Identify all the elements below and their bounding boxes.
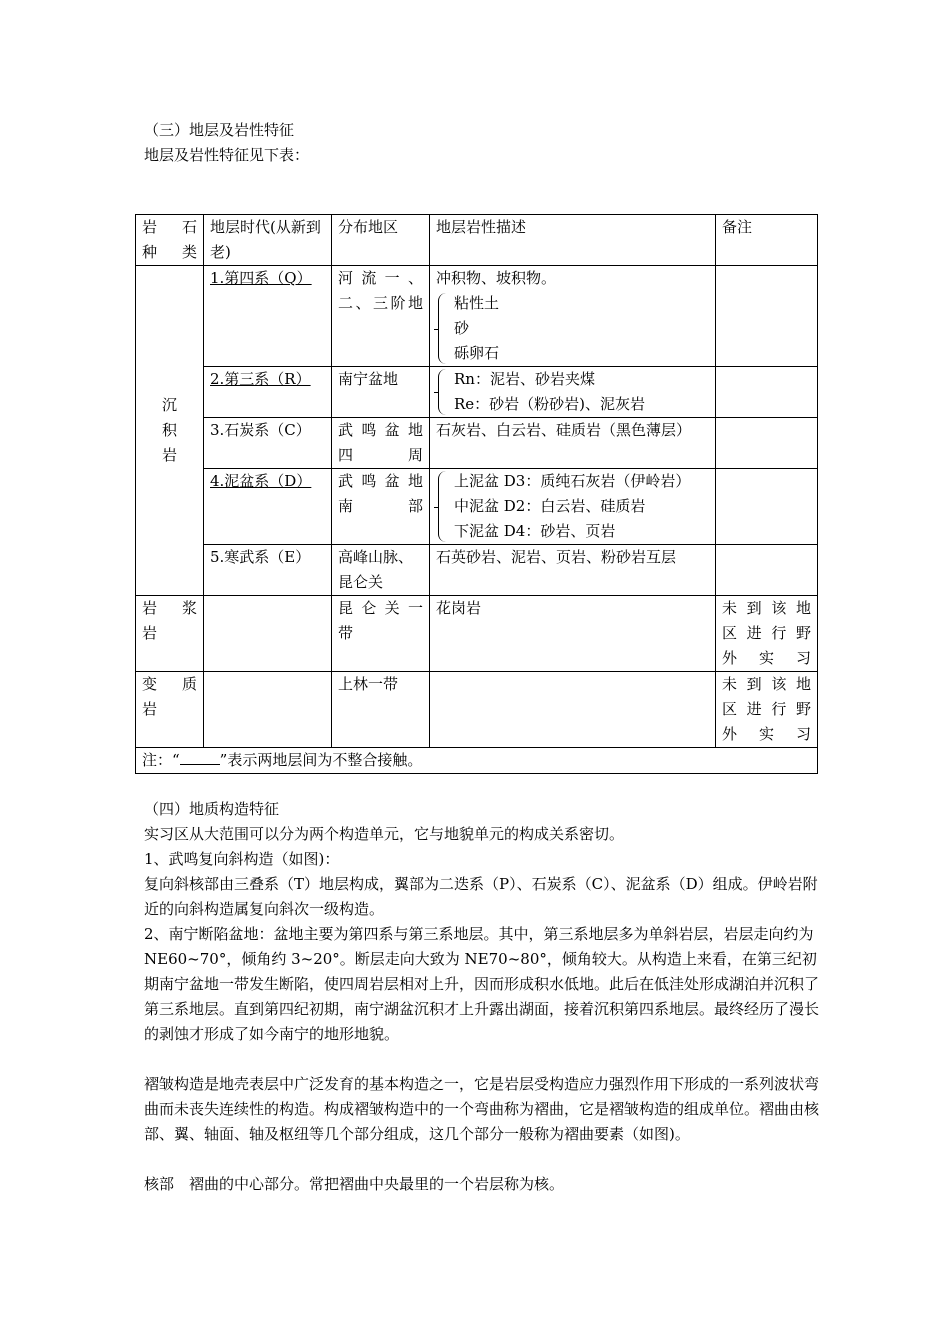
section4 <box>144 797 820 1197</box>
description-item: Rn：泥岩、砂岩夹煤 <box>454 370 595 388</box>
note-cell: 未 到 该 地区 进 行 野外实习 <box>716 596 818 672</box>
table-footnote-row <box>136 748 818 774</box>
brace-icon <box>438 471 449 542</box>
brace-icon <box>438 293 449 364</box>
description-cell <box>430 266 716 367</box>
description-item: Re：砂岩（粉砂岩)、泥灰岩 <box>454 395 646 413</box>
table-row <box>136 469 818 545</box>
era-cell <box>204 672 332 748</box>
section3 <box>144 118 820 168</box>
description-item: 砾卵石 <box>454 344 500 362</box>
region-cell: 武 鸣 盆 地南部 <box>332 469 430 545</box>
era-cell <box>204 596 332 672</box>
section3-intro: 地层及岩性特征见下表： <box>144 146 310 164</box>
unconformity-line <box>180 750 220 765</box>
header-era: 地层时代(从新到老) <box>204 215 332 266</box>
table-header-row <box>136 215 818 266</box>
table-row <box>136 418 818 469</box>
table-row <box>136 672 818 748</box>
table-row <box>136 266 818 367</box>
paragraph: 2、南宁断陷盆地：盆地主要为第四系与第三系地层。其中，第三系地层多为单斜岩层，岩层走向约为NE60~70°，倾角约 3~20°。断层走向大致为 NE70~80°，倾角较大。从构造上来看，在第三纪初期南宁盆地一带发生断陷，使四周岩层相对上升，因而形成积水低地。此后在低洼处形成湖泊并沉积了第三系地层。直到第四纪初期，南宁湖盆沉积才上升露出湖面，接着沉积第四系地层。最终经历了漫长的剥蚀才形成了如今南宁的地形地貌。 <box>144 925 820 1043</box>
brace-group <box>436 291 709 366</box>
description-item: 中泥盆 D2：白云岩、硅质岩 <box>454 497 646 515</box>
paragraph: 褶皱构造是地壳表层中广泛发育的基本构造之一，它是岩层受构造应力强烈作用下形成的一系列波状弯曲而未丧失连续性的构造。构成褶皱构造中的一个弯曲称为褶曲，它是褶皱构造的组成单位。褶曲由核部、翼、轴面、轴及枢纽等几个部分组成，这几个部分一般称为褶曲要素（如图)。 <box>144 1075 820 1143</box>
paragraph: 核部 褶曲的中心部分。常把褶曲中央最里的一个岩层称为核。 <box>144 1175 565 1193</box>
region-cell: 武 鸣 盆 地四周 <box>332 418 430 469</box>
description-item: 上泥盆 D3：质纯石灰岩（伊岭岩） <box>454 472 691 490</box>
description-cell: 石英砂岩、泥岩、页岩、粉砂岩互层 <box>430 545 716 596</box>
sedimentary-label: 沉积岩 <box>136 266 204 596</box>
description-item: 粘性土 <box>454 294 500 312</box>
description-cell <box>430 367 716 418</box>
note-cell <box>716 545 818 596</box>
section4-heading: （四）地质构造特征 <box>144 800 280 818</box>
brace-group <box>436 367 709 417</box>
region-cell: 高峰山脉、昆仑关 <box>332 545 430 596</box>
note-cell <box>716 418 818 469</box>
region-cell: 上林一带 <box>332 672 430 748</box>
paragraph: 实习区从大范围可以分为两个构造单元，它与地貌单元的构成关系密切。 <box>144 825 625 843</box>
region-cell: 南宁盆地 <box>332 367 430 418</box>
description-item: 下泥盆 D4：砂岩、页岩 <box>454 522 616 540</box>
table-row <box>136 545 818 596</box>
strata-table <box>135 214 818 774</box>
era-cell: 4.泥盆系（D） <box>204 469 332 545</box>
header-description: 地层岩性描述 <box>430 215 716 266</box>
description-cell <box>430 469 716 545</box>
era-cell: 5.寒武系（E） <box>204 545 332 596</box>
rock-type-cell: 变 质岩 <box>136 672 204 748</box>
note-cell <box>716 469 818 545</box>
note-cell <box>716 266 818 367</box>
brace-group <box>436 469 709 544</box>
era-cell: 2.第三系（R） <box>204 367 332 418</box>
region-cell: 河 流 一 、二、三阶地 <box>332 266 430 367</box>
era-cell: 3.石炭系（C） <box>204 418 332 469</box>
era-cell: 1.第四系（Q） <box>204 266 332 367</box>
table-row <box>136 367 818 418</box>
region-cell: 昆 仑 关 一带 <box>332 596 430 672</box>
description-cell <box>430 672 716 748</box>
paragraph: 1、武鸣复向斜构造（如图)： <box>144 850 340 868</box>
table-row <box>136 596 818 672</box>
section3-heading: （三）地层及岩性特征 <box>144 121 295 139</box>
description-cell: 花岗岩 <box>430 596 716 672</box>
header-region: 分布地区 <box>332 215 430 266</box>
rock-type-cell: 岩 浆岩 <box>136 596 204 672</box>
description-item: 砂 <box>454 319 470 337</box>
brace-icon <box>438 369 449 415</box>
header-note: 备注 <box>716 215 818 266</box>
note-cell <box>716 367 818 418</box>
description-head: 冲积物、坡积物。 <box>436 269 557 287</box>
description-cell: 石灰岩、白云岩、硅质岩（黑色薄层） <box>430 418 716 469</box>
table-footnote: 注：“ ”表示两地层间为不整合接触。 <box>136 748 818 774</box>
paragraph: 复向斜核部由三叠系（T）地层构成，翼部为二迭系（P）、石炭系（C）、泥盆系（D）组成。伊岭岩附近的向斜构造属复向斜次一级构造。 <box>144 875 818 918</box>
header-rock-type: 岩 石种类 <box>136 215 204 266</box>
note-cell: 未 到 该 地区 进 行 野外实习 <box>716 672 818 748</box>
